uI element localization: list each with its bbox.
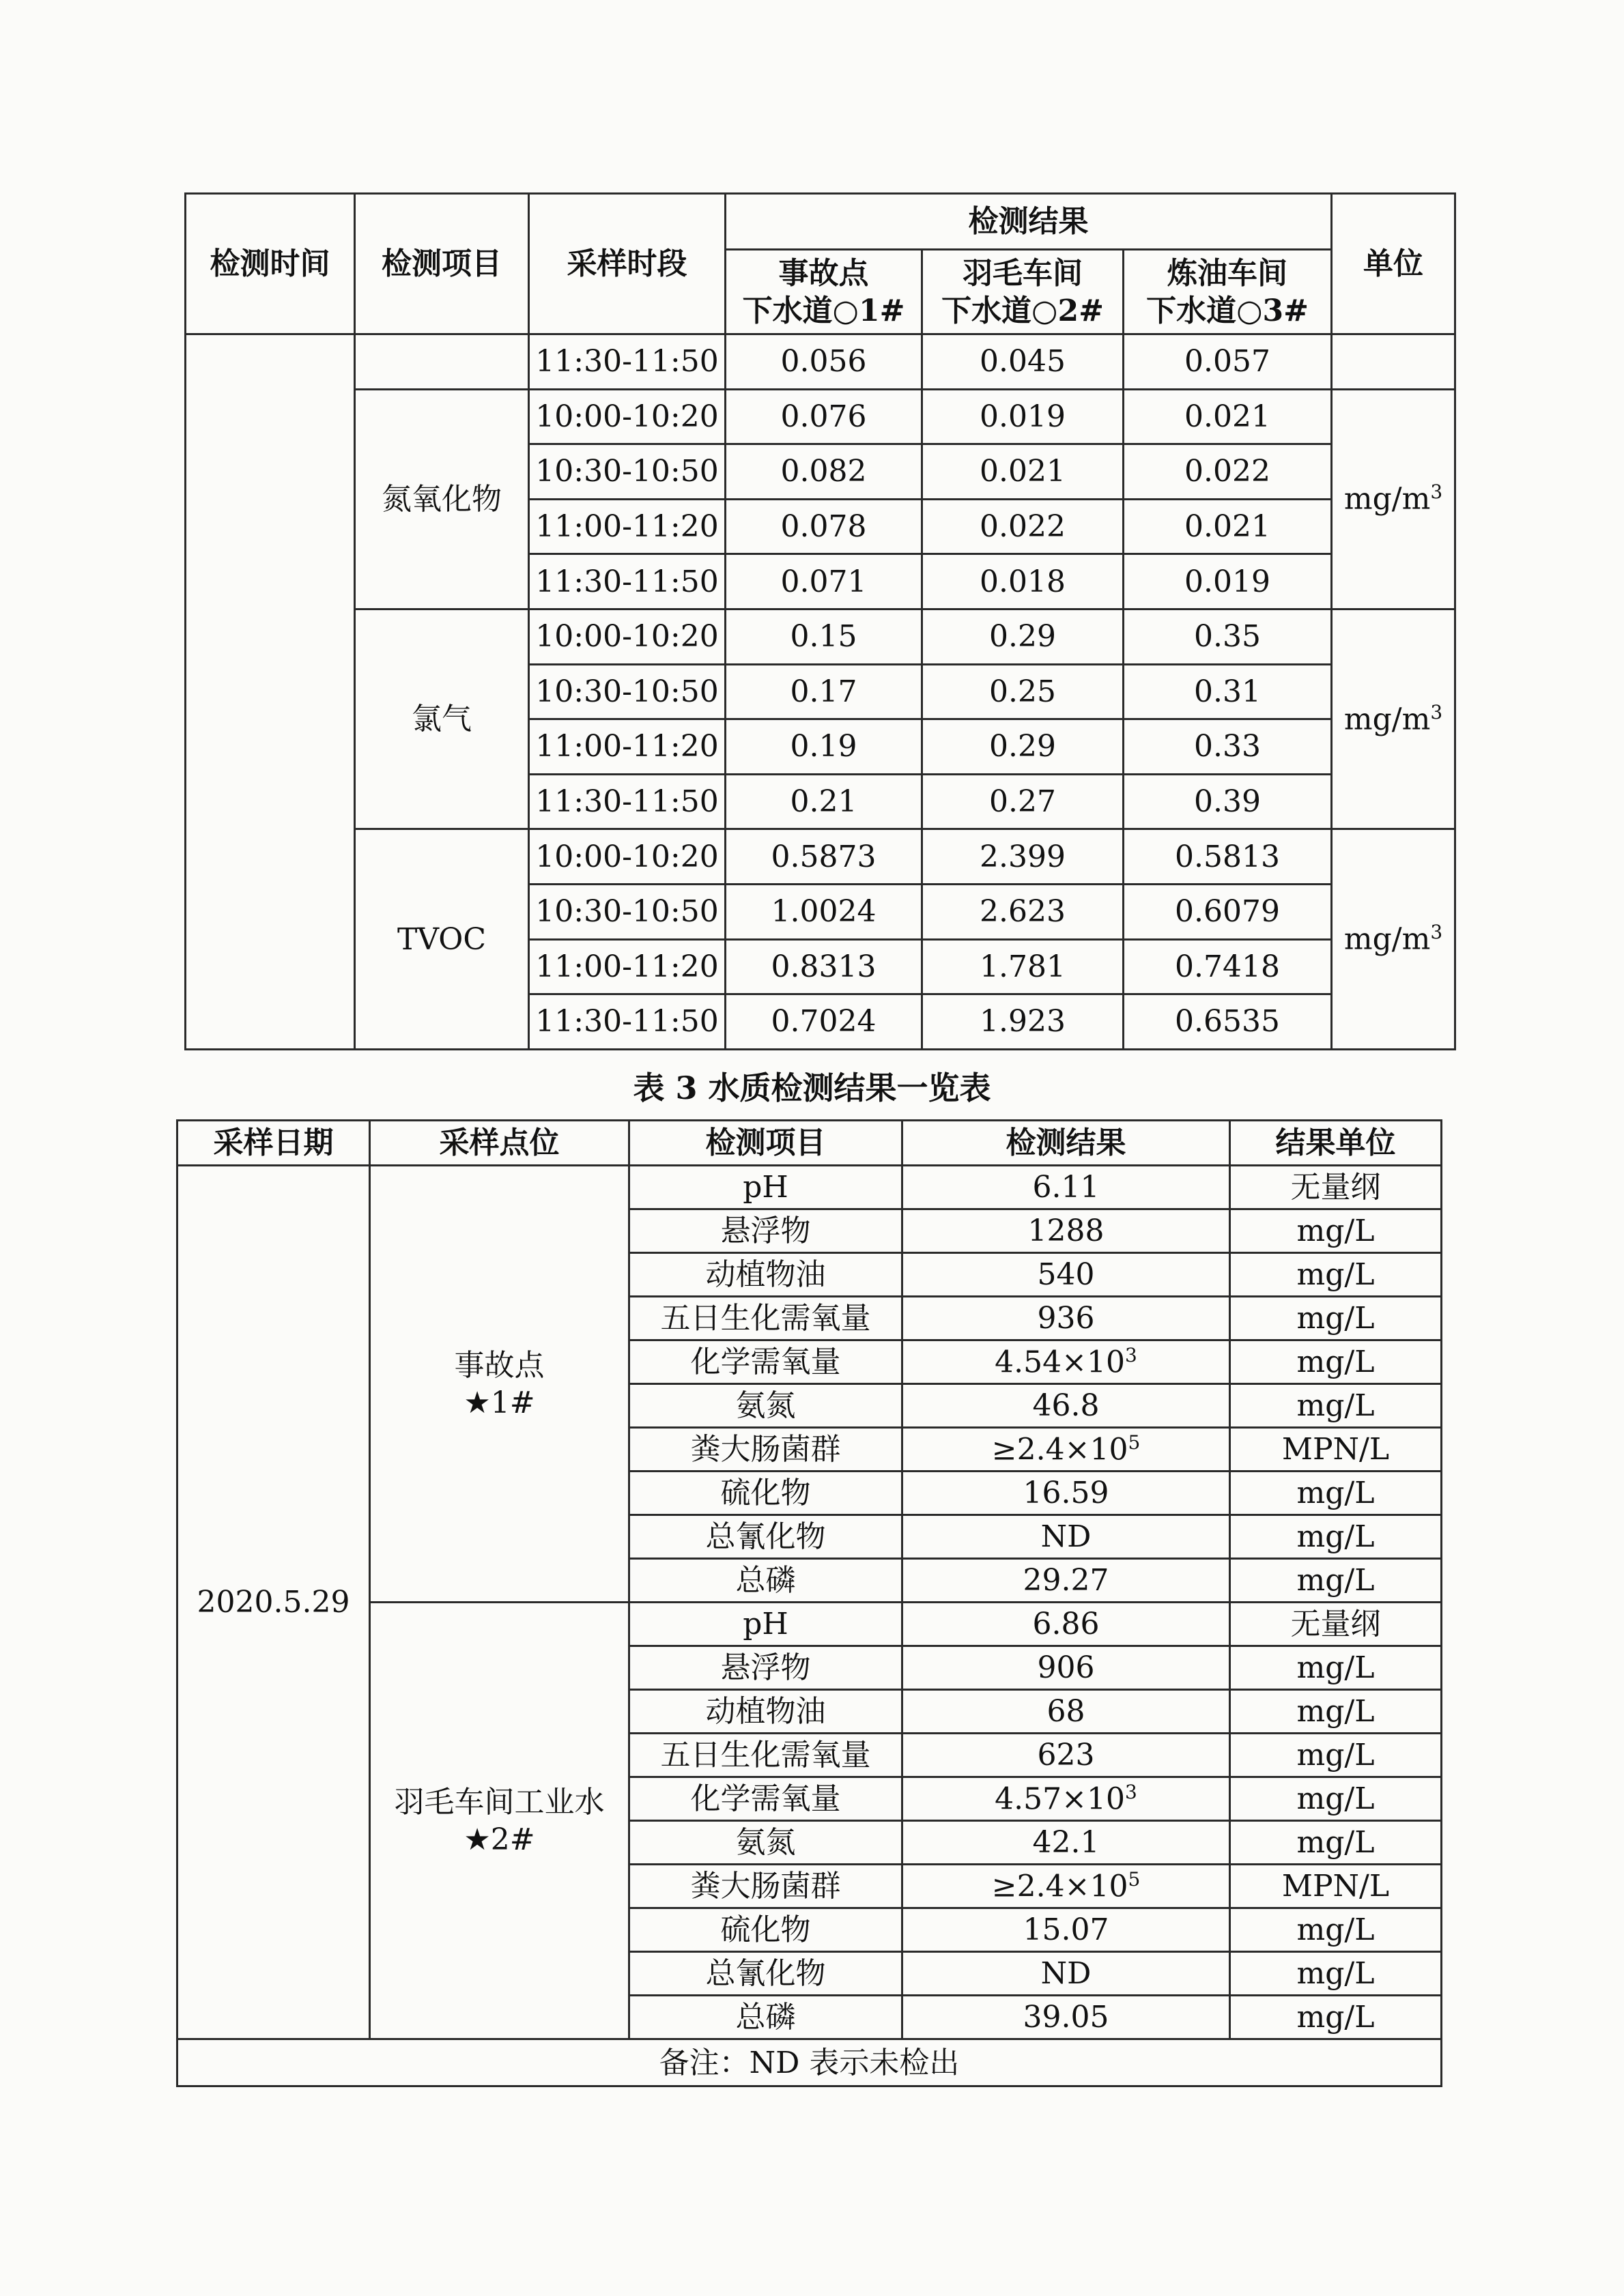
- value-cell-site3: 0.019: [1124, 554, 1332, 609]
- unit-cell: mg/L: [1230, 1559, 1442, 1603]
- result-exponent: 3: [1125, 1780, 1137, 1803]
- period-cell: 11:30-11:50: [529, 994, 726, 1050]
- unit-cell: [1332, 389, 1455, 609]
- unit-cell: mg/L: [1230, 1297, 1442, 1340]
- value-cell-site1: 0.056: [726, 334, 922, 390]
- result-cell: [902, 1515, 1230, 1559]
- col-header-period: 采样时段: [529, 194, 726, 334]
- unit-text: mg/m: [1343, 482, 1431, 517]
- item-cell: pH: [629, 1603, 902, 1646]
- value-cell-site3: 0.6079: [1124, 884, 1332, 939]
- unit-cell: mg/L: [1230, 1472, 1442, 1515]
- unit-cell: 无量纲: [1230, 1166, 1442, 1209]
- value-cell-site2: 1.781: [922, 939, 1124, 994]
- value-cell-site1: 0.17: [726, 664, 922, 719]
- value-cell-site3: 0.31: [1124, 664, 1332, 719]
- item-cell: 氨氮: [629, 1821, 902, 1865]
- result-cell: [902, 1428, 1230, 1472]
- result-value: 29.27: [1023, 1563, 1109, 1598]
- unit-cell: mg/L: [1230, 1908, 1442, 1952]
- site-name: 羽毛车间工业水: [394, 1784, 605, 1820]
- result-value: 540: [1037, 1257, 1095, 1292]
- item-cell: pH: [629, 1166, 902, 1209]
- value-cell-site2: 0.25: [922, 664, 1124, 719]
- item-cell: 五日生化需氧量: [629, 1734, 902, 1777]
- item-cell: 硫化物: [629, 1908, 902, 1952]
- value-cell-site3: 0.7418: [1124, 939, 1332, 994]
- value-cell-site2: 1.923: [922, 994, 1124, 1050]
- result-value: 906: [1037, 1650, 1095, 1685]
- result-cell: [902, 1340, 1230, 1384]
- value-cell-site1: 0.071: [726, 554, 922, 609]
- result-value: 6.86: [1032, 1607, 1100, 1641]
- site-cell: [370, 1603, 629, 2039]
- result-exponent: 5: [1128, 1431, 1141, 1454]
- period-cell: 11:30-11:50: [529, 334, 726, 390]
- item-cell: 氨氮: [629, 1384, 902, 1428]
- item-cell: 悬浮物: [629, 1209, 902, 1253]
- value-cell-site3: 0.021: [1124, 389, 1332, 444]
- period-cell: 11:30-11:50: [529, 774, 726, 829]
- value-cell-site3: 0.5813: [1124, 829, 1332, 885]
- value-cell-site1: 0.082: [726, 444, 922, 500]
- result-value: 68: [1046, 1694, 1085, 1729]
- result-cell: [902, 1297, 1230, 1340]
- result-cell: [902, 1734, 1230, 1777]
- site-name: 事故点: [454, 1347, 545, 1383]
- unit-cell: mg/L: [1230, 1996, 1442, 2039]
- result-value: 623: [1037, 1738, 1095, 1773]
- item-cell: 总氰化物: [629, 1952, 902, 1996]
- value-cell-site2: 0.29: [922, 719, 1124, 775]
- result-value: 42.1: [1032, 1825, 1100, 1860]
- result-cell: [902, 1559, 1230, 1603]
- unit-cell: [1332, 829, 1455, 1049]
- table-row: [186, 334, 1455, 390]
- unit-cell: mg/L: [1230, 1209, 1442, 1253]
- value-cell-site2: 2.399: [922, 829, 1124, 885]
- value-cell-site3: 0.39: [1124, 774, 1332, 829]
- value-cell-site1: 0.21: [726, 774, 922, 829]
- item-cell: 动植物油: [629, 1690, 902, 1734]
- result-cell: [902, 1821, 1230, 1865]
- col-header-date: 采样日期: [177, 1121, 370, 1166]
- period-cell: 11:00-11:20: [529, 719, 726, 775]
- result-value: ≥2.4×10: [991, 1869, 1128, 1904]
- result-cell: [902, 1166, 1230, 1209]
- result-value: 4.57×10: [995, 1781, 1125, 1817]
- result-cell: [902, 1384, 1230, 1428]
- result-value: ≥2.4×10: [991, 1432, 1128, 1467]
- item-cell: 氮氧化物: [355, 389, 529, 609]
- table-row: [177, 1166, 1442, 1209]
- col-header-item: 检测项目: [355, 194, 529, 334]
- site-code: ★1#: [464, 1385, 535, 1420]
- value-cell-site1: 0.7024: [726, 994, 922, 1050]
- result-exponent: 3: [1125, 1343, 1137, 1366]
- result-value: ND: [1040, 1519, 1092, 1554]
- table-row: [186, 609, 1455, 664]
- result-cell: [902, 1472, 1230, 1515]
- value-cell-site2: 2.623: [922, 884, 1124, 939]
- date-cell: 2020.5.29: [177, 1166, 370, 2039]
- unit-cell: mg/L: [1230, 1646, 1442, 1690]
- item-cell: 化学需氧量: [629, 1777, 902, 1821]
- period-cell: 10:30-10:50: [529, 884, 726, 939]
- item-cell: 氯气: [355, 609, 529, 829]
- value-cell-site2: 0.045: [922, 334, 1124, 390]
- value-cell-site1: 0.078: [726, 499, 922, 554]
- unit-cell: MPN/L: [1230, 1428, 1442, 1472]
- value-cell-site2: 0.27: [922, 774, 1124, 829]
- unit-cell: mg/L: [1230, 1340, 1442, 1384]
- unit-cell: mg/L: [1230, 1777, 1442, 1821]
- result-cell: [902, 1952, 1230, 1996]
- value-cell-site3: 0.33: [1124, 719, 1332, 775]
- table-row: [186, 829, 1455, 885]
- result-cell: [902, 1253, 1230, 1297]
- item-cell: 粪大肠菌群: [629, 1428, 902, 1472]
- value-cell-site1: 0.5873: [726, 829, 922, 885]
- value-cell-site3: 0.35: [1124, 609, 1332, 664]
- item-cell: 硫化物: [629, 1472, 902, 1515]
- item-cell: 悬浮物: [629, 1646, 902, 1690]
- result-value: 6.11: [1032, 1170, 1100, 1205]
- period-cell: 10:00-10:20: [529, 389, 726, 444]
- period-cell: 10:30-10:50: [529, 664, 726, 719]
- result-value: 1288: [1027, 1214, 1105, 1248]
- value-cell-site2: 0.018: [922, 554, 1124, 609]
- item-cell: TVOC: [355, 829, 529, 1049]
- value-cell-site3: 0.022: [1124, 444, 1332, 500]
- period-cell: 10:00-10:20: [529, 609, 726, 664]
- value-cell-site1: 0.19: [726, 719, 922, 775]
- unit-cell: mg/L: [1230, 1952, 1442, 1996]
- item-cell: 总磷: [629, 1559, 902, 1603]
- col-header-time: 检测时间: [186, 194, 355, 334]
- unit-exponent: 3: [1430, 921, 1443, 944]
- col-header-unit: 单位: [1332, 194, 1455, 334]
- result-value: ND: [1040, 1956, 1092, 1991]
- item-cell: 五日生化需氧量: [629, 1297, 902, 1340]
- period-cell: 10:00-10:20: [529, 829, 726, 885]
- result-value: 15.07: [1023, 1912, 1109, 1947]
- value-cell-site1: 1.0024: [726, 884, 922, 939]
- item-cell-carry: [355, 334, 529, 390]
- result-value: 936: [1037, 1301, 1095, 1336]
- result-cell: [902, 1690, 1230, 1734]
- result-value: 16.59: [1023, 1476, 1109, 1510]
- value-cell-site3: 0.057: [1124, 334, 1332, 390]
- unit-text: mg/m: [1343, 702, 1431, 737]
- value-cell-site2: 0.022: [922, 499, 1124, 554]
- period-cell: 11:30-11:50: [529, 554, 726, 609]
- col-header-unit: 结果单位: [1230, 1121, 1442, 1166]
- period-cell: 11:00-11:20: [529, 939, 726, 994]
- col-header-item: 检测项目: [629, 1121, 902, 1166]
- unit-exponent: 3: [1430, 700, 1443, 723]
- value-cell-site2: 0.019: [922, 389, 1124, 444]
- air-results-table: [184, 192, 1456, 1050]
- col-header-site1: 事故点 下水道○1#: [726, 250, 922, 334]
- value-cell-site3: 0.021: [1124, 499, 1332, 554]
- result-cell: [902, 1865, 1230, 1908]
- result-value: 46.8: [1032, 1388, 1100, 1423]
- item-cell: 动植物油: [629, 1253, 902, 1297]
- time-cell: [186, 334, 355, 1050]
- result-value: 39.05: [1023, 2000, 1109, 2035]
- col-header-results: 检测结果: [726, 194, 1332, 250]
- item-cell: 总氰化物: [629, 1515, 902, 1559]
- period-cell: 10:30-10:50: [529, 444, 726, 500]
- unit-cell: mg/L: [1230, 1734, 1442, 1777]
- table-note: 备注：ND 表示未检出: [177, 2039, 1442, 2086]
- value-cell-site1: 0.076: [726, 389, 922, 444]
- item-cell: 化学需氧量: [629, 1340, 902, 1384]
- water-results-table: [176, 1119, 1442, 2087]
- result-cell: [902, 1646, 1230, 1690]
- site-code: ★2#: [464, 1822, 535, 1857]
- unit-cell: mg/L: [1230, 1821, 1442, 1865]
- water-table-caption: 表 3 水质检测结果一览表: [633, 1070, 991, 1106]
- result-exponent: 5: [1128, 1867, 1141, 1891]
- item-cell: 粪大肠菌群: [629, 1865, 902, 1908]
- result-cell: [902, 1603, 1230, 1646]
- unit-cell: [1332, 609, 1455, 829]
- table-row: [186, 389, 1455, 444]
- result-cell: [902, 1908, 1230, 1952]
- value-cell-site2: 0.29: [922, 609, 1124, 664]
- unit-cell: MPN/L: [1230, 1865, 1442, 1908]
- period-cell: 11:00-11:20: [529, 499, 726, 554]
- unit-exponent: 3: [1430, 480, 1443, 504]
- col-header-site2: 羽毛车间 下水道○2#: [922, 250, 1124, 334]
- unit-cell: mg/L: [1230, 1253, 1442, 1297]
- unit-text: mg/m: [1343, 921, 1431, 957]
- result-value: 4.54×10: [995, 1345, 1125, 1380]
- unit-cell: 无量纲: [1230, 1603, 1442, 1646]
- col-header-site3: 炼油车间 下水道○3#: [1124, 250, 1332, 334]
- unit-cell-carry: [1332, 334, 1455, 390]
- unit-cell: mg/L: [1230, 1515, 1442, 1559]
- result-cell: [902, 1996, 1230, 2039]
- value-cell-site3: 0.6535: [1124, 994, 1332, 1050]
- result-cell: [902, 1777, 1230, 1821]
- site-cell: [370, 1166, 629, 1603]
- item-cell: 总磷: [629, 1996, 902, 2039]
- value-cell-site2: 0.021: [922, 444, 1124, 500]
- unit-cell: mg/L: [1230, 1690, 1442, 1734]
- result-cell: [902, 1209, 1230, 1253]
- col-header-result: 检测结果: [902, 1121, 1230, 1166]
- unit-cell: mg/L: [1230, 1384, 1442, 1428]
- value-cell-site1: 0.8313: [726, 939, 922, 994]
- col-header-site: 采样点位: [370, 1121, 629, 1166]
- value-cell-site1: 0.15: [726, 609, 922, 664]
